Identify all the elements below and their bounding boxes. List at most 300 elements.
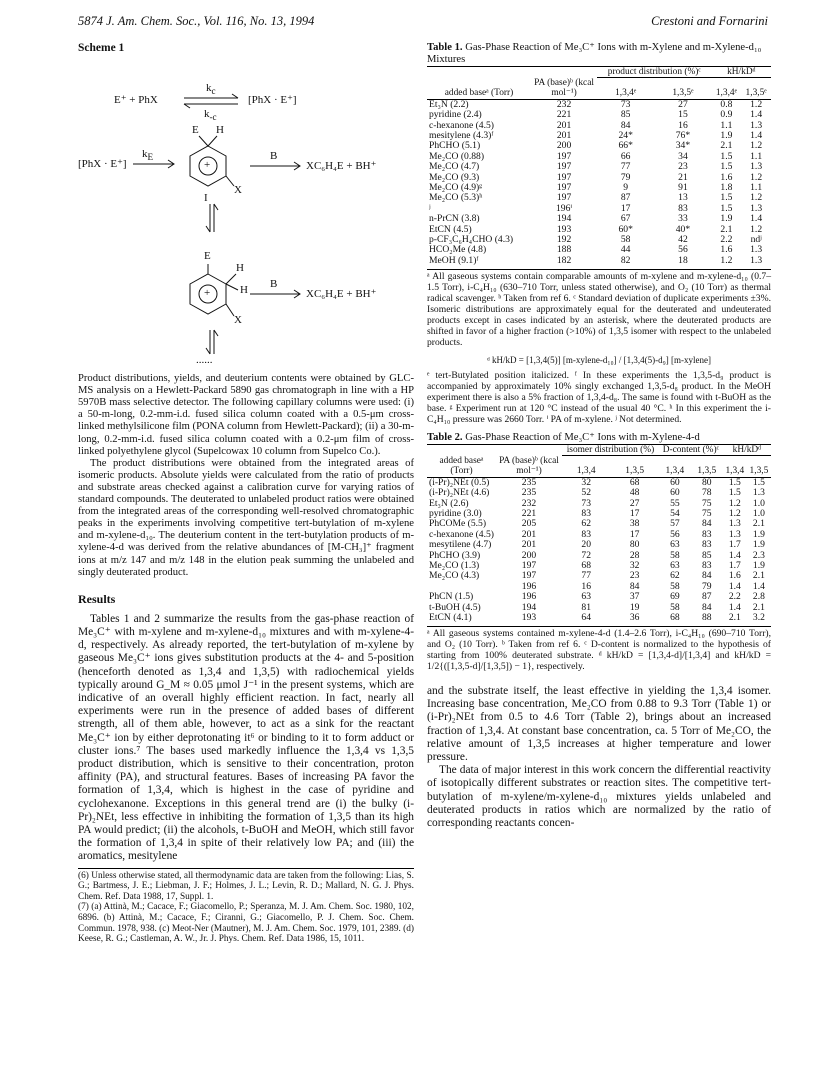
kc-label <box>206 82 216 97</box>
table1-cell: 0.8 <box>720 98 733 110</box>
eq1-right: [PhX · E⁺] <box>248 94 297 107</box>
table1-caption <box>427 42 771 66</box>
table2-cell: 23 <box>629 570 640 582</box>
right-paragraph-2: The data of major interest in this work concern the differential reactivity of isotopically different substrates or reaction sites. The competitive tert-butylation of m-xylene/m-xylene-d₁₀ mixtures yields unlabeled and deuterated products in ratios which are normalized by the ratio of corresponding reactants concen- <box>427 764 771 830</box>
table2-cell: 27 <box>629 497 640 509</box>
ring2-X: X <box>234 314 242 327</box>
table2-cell: 2.1 <box>728 612 741 623</box>
table2-cell: Et₃N (2.6) <box>429 497 469 509</box>
t1-h-135a: 1,3,5ᵉ <box>672 88 694 99</box>
scheme-1 <box>78 54 414 369</box>
table1-cell: 85 <box>620 109 631 121</box>
table1-cell: 66 <box>620 150 631 162</box>
table1-cell: 44 <box>620 244 631 256</box>
table2-row <box>427 603 771 613</box>
table1-cell: 34* <box>675 140 691 152</box>
t2-h-134a: 1,3,4 <box>576 466 596 477</box>
kc: k <box>206 82 212 95</box>
results-paragraph: Tables 1 and 2 summarize the results from the gas-phase reaction of Me₃C⁺ with m-xylene and m-xylene-d₁₀ mixtures and with m-xylene-4-d, respectively. As already reported, the tert-butylation of m-xylene by gaseous Me₃C⁺ ions gives substitution products at the 4- and 5-position (henceforth denoted as 1,3,4 and 1,3,5) with radiochemical yields typically around G_M ≈ 0.05 μmol J⁻¹ in the present systems, which are indicative of an overall highly efficient reaction. In fact, nearly all experiments were run in the presence of added bases of different strength, all of them able, however, to act as a sink for the reactant Me₃C⁺ ion by either deprotonating it⁶ or binding to it to form adduct or cluster ions.⁷ The bases used markedly influence the 1,3,4 vs 1,3,5 product distribution, which is sensitive to their concentration, proton affinity (PA), and structural features. Bases of increasing PA favor the formation of 1,3,4, which is highest in the case of pyridine and cyclohexanone. Exceptions in this general trend are (i) the bulky (i-Pr)₂NEt, less effective in inhibiting the formation of 1,3,5 than its high PA would predict; (ii) the alcohols, t-BuOH and MeOH, which still favor the formation of 1,3,4 in spite of their relatively low PA; and (iii) the aromatics, mesitylene <box>78 612 414 863</box>
table2-cell: c-hexanone (4.5) <box>429 528 494 540</box>
kh-kd-formula: ᵈ kH/kD = [1,3,4(5)] [m-xylene-d₁₀] / [1,3,4(5)-d₉] [m-xylene] <box>487 354 711 365</box>
product-1: XC₆H₄E + BH⁺ <box>306 160 377 173</box>
table2-cell: 1.4 <box>728 549 741 561</box>
header-authors: Crestoni and Fornarini <box>651 14 768 28</box>
table2-cell: 80 <box>702 476 712 488</box>
table2-cell: 1.4 <box>752 580 765 592</box>
table1-cell: 221 <box>556 109 572 121</box>
table2-cell: 58 <box>670 580 680 592</box>
table1-row <box>427 245 771 255</box>
table2-cell: 2.1 <box>752 601 765 613</box>
table1-cell: 1.3 <box>750 254 763 266</box>
scheme-title: Scheme 1 <box>78 42 125 54</box>
table2-cell: 84 <box>702 518 712 530</box>
table1-cell: 87 <box>620 192 631 204</box>
table1-cell: 197 <box>556 171 572 183</box>
table1-cell: 91 <box>678 181 688 193</box>
ring2-plus: + <box>204 287 211 300</box>
table1-cell: 84 <box>620 119 631 131</box>
k-c: k <box>204 108 210 121</box>
label-I: I <box>204 192 208 205</box>
table2-cell: 58 <box>670 549 680 561</box>
table1-body <box>427 99 771 266</box>
table2-cell: 17 <box>629 528 640 540</box>
table2-cell: 78 <box>702 487 712 499</box>
running-header <box>78 14 768 30</box>
ring1-X: X <box>234 184 242 197</box>
table2-row <box>427 540 771 550</box>
table2-note-a: ᵃ All gaseous systems contained m-xylene-4-d (1.4–2.6 Torr), i-C₄H₁₀ (690–710 Torr), and O₂ (10 Torr). ᵇ Taken from ref 6. ᶜ D-content is normalized to the hypothesis of starting from 100% deuterated substrate. ᵈ kH/kD = [1,3,4-d]/[1,3,4] and kH/kD = 1/2{([1,3,5-d]/[1,3,5]) − 1}, respectively. <box>427 628 771 673</box>
kE-sub: E <box>147 152 154 163</box>
table1-cell: 82 <box>620 254 631 266</box>
table1-cell: 42 <box>678 234 688 245</box>
table1-cell: 79 <box>620 171 631 183</box>
t2-h-135b: 1,3,5 <box>697 466 717 477</box>
table1-cell: 56 <box>678 244 688 256</box>
t2-h-134c: 1,3,4 <box>725 466 745 477</box>
table2-cell: 1.3 <box>728 518 741 530</box>
table1-cell: Me₂CO (5.3)ʰ <box>429 192 483 204</box>
table2-row <box>427 582 771 592</box>
table1-note-e: ᵉ tert-Butylated position italicized. ᶠ In these experiments the 1,3,5-d₉ product is accompanied by approximately 10% singly exchanged 1,3,5-d₈ product. In the MeOH experiment there is also a 5% fraction of 1,3,4-d₈. The same is found with t-BuOH as the base. ᵍ Experiment run at 120 °C instead of the usual 40 °C. ʰ In this experiment the i-C₄H₁₀ pressure was 2660 Torr. ⁱ PA of m-xylene. ʲ Not determined. <box>427 370 771 426</box>
table1-cell: 27 <box>678 98 688 110</box>
table1-cell: 1.4 <box>750 213 763 225</box>
table1-cell: 1.9 <box>720 213 733 225</box>
table1-cell: 1.1 <box>750 181 763 193</box>
table2-cell: PhCN (1.5) <box>429 591 474 603</box>
t2-h-empty2 <box>496 445 562 456</box>
table2-cell: 1.4 <box>728 580 741 592</box>
footnotes <box>78 868 414 945</box>
table1-cell: 1.3 <box>750 244 763 256</box>
table2-cell: 232 <box>521 497 537 509</box>
ring1-plus: + <box>204 159 211 172</box>
table2-cell: 83 <box>702 539 712 551</box>
t2-h-isomer: isomer distribution (%) <box>562 445 659 456</box>
table2-cell: 20 <box>581 539 592 551</box>
table1-cell: 1.2 <box>720 254 733 266</box>
table2-cell: 54 <box>670 507 680 519</box>
table1-cell: 73 <box>620 98 631 110</box>
table2-cell: 52 <box>581 487 592 499</box>
table2-cell: 72 <box>581 549 592 561</box>
table1-cell: ʲ <box>429 202 431 214</box>
table2-cell: 84 <box>629 580 640 592</box>
table2-row <box>427 613 771 623</box>
methods-paragraph-1: Product distributions, yields, and deuterium contents were obtained by GLC-MS analysis on a Hewlett-Packard 5890 gas chromatograph in line with a HP 5970B mass selective detector. The following capillary columns were used: (i) a 50-m-long, 0.2-mm-i.d. fused silica column coated with a 0.5-μm cross-linked methylsilicone film (PONA column from Hewlett-Packard); (ii) a 30-m-long, 0.2-mm-i.d. fused silica column coated with a 0.2-μm film of cross-linked polyethylene glycol (Supelcowax 10 column from Supelco Co.). <box>78 373 414 457</box>
table2-cell: 63 <box>670 539 680 551</box>
table2-cell: 84 <box>702 601 712 613</box>
table1-cell: 193 <box>556 223 572 235</box>
ring2-H1: H <box>236 262 244 275</box>
table2-cell: 84 <box>702 570 712 582</box>
table1-cell: 197 <box>556 181 572 193</box>
table2-cell: 1.7 <box>728 539 741 551</box>
table1-cell: 17 <box>620 202 631 214</box>
table2-body <box>427 477 771 623</box>
table2-cell: t-BuOH (4.5) <box>429 601 481 613</box>
ring2-H2: H <box>240 284 248 297</box>
table1-cell: Et₃N (2.2) <box>429 98 469 110</box>
table1-cell: 83 <box>678 202 688 214</box>
table2-cell: mesytilene (4.7) <box>429 539 492 551</box>
table2-cell: 83 <box>581 507 592 519</box>
table2-cell: 32 <box>629 559 640 571</box>
table2-cell: 2.1 <box>752 518 765 530</box>
table1-cell: 0.9 <box>720 109 733 121</box>
table2-cell: 1.6 <box>728 570 741 582</box>
table2-cell: 17 <box>629 507 640 519</box>
t2-h-pa: PA (base)ᵇ (kcal mol⁻¹) <box>499 455 559 477</box>
table2-cell: 58 <box>670 601 680 613</box>
kc-sub: c <box>211 86 216 97</box>
t2-h-added: added baseᵃ (Torr) <box>439 455 484 477</box>
t2-h-dcontent: D-content (%)ᶜ <box>659 445 723 456</box>
table2-cell: 62 <box>670 570 680 582</box>
table-2 <box>427 444 771 623</box>
table2-cell: 205 <box>521 518 537 530</box>
table2-cell: PhCHO (3.9) <box>429 549 481 561</box>
k-c-sub: -c <box>209 112 217 123</box>
table1-cell: 1.2 <box>750 140 763 152</box>
table2-cell: 83 <box>702 528 712 540</box>
table1-cell: 15 <box>678 109 688 121</box>
t1-h-134b: 1,3,4ᵉ <box>715 88 737 99</box>
table2-row <box>427 488 771 498</box>
table2-cell: 63 <box>581 591 592 603</box>
t1-h-kh: kH/kDᵈ <box>712 67 771 78</box>
table1-cell: 2.1 <box>720 223 733 235</box>
table2-cell: 60 <box>670 476 680 488</box>
table2-caption <box>427 432 771 444</box>
table1-cell: 182 <box>556 254 572 266</box>
table1-cell: n-PrCN (3.8) <box>429 213 480 225</box>
table1-cell: Me₂CO (0.88) <box>429 150 485 162</box>
table2-caption-label: Table 2. <box>427 432 463 443</box>
table1-cell: 1.6 <box>720 244 733 256</box>
table2-cell: 64 <box>581 612 592 623</box>
table1-cell: Me₂CO (4.7) <box>429 161 480 173</box>
table1-cell: 13 <box>678 192 688 204</box>
table2-cell: 1.4 <box>728 601 741 613</box>
t1-h-empty1 <box>427 67 531 78</box>
table1-cell: 1.2 <box>750 223 763 235</box>
table2-cell: 38 <box>629 518 640 530</box>
table2-cell: 1.9 <box>752 559 765 571</box>
table1-cell: 2.1 <box>720 140 733 152</box>
table1-cell: 197 <box>556 150 572 162</box>
table1-cell: 60* <box>618 223 633 235</box>
table2-cell: 83 <box>702 559 712 571</box>
table1-cell: 1.5 <box>720 202 733 214</box>
table1-cell: 1.6 <box>720 171 733 183</box>
table2-cell: 37 <box>629 591 640 603</box>
table1-cell: 201 <box>556 129 572 141</box>
table1-cell: 1.9 <box>720 129 733 141</box>
table2-cell: 80 <box>629 539 640 551</box>
t2-h-135c: 1,3,5 <box>749 466 769 477</box>
table1-cell: 58 <box>620 234 631 245</box>
table1-cell: pyridine (2.4) <box>429 109 482 121</box>
table2-cell: 77 <box>581 570 592 582</box>
table2-cell: 1.0 <box>752 507 765 519</box>
table2-cell: 2.3 <box>752 549 765 561</box>
table1-row <box>427 162 771 172</box>
table1-cell: 33 <box>678 213 688 225</box>
table1-cell: 1.1 <box>750 150 763 162</box>
table2-cell: 193 <box>521 612 537 623</box>
ring1-E: E <box>192 124 199 137</box>
table2-cell: 235 <box>521 476 537 488</box>
ring2-E: E <box>204 250 211 263</box>
table2-cell: 1.9 <box>752 528 765 540</box>
table1-row <box>427 214 771 224</box>
table1-cell: 1.8 <box>720 181 733 193</box>
table2-cell: 48 <box>629 487 640 499</box>
table2-cell: pyridine (3.0) <box>429 507 482 519</box>
table1-cell: ndʲ <box>750 234 762 245</box>
table2-notes <box>427 626 771 673</box>
table1-cell: 16 <box>678 119 688 131</box>
table2-cell: 60 <box>670 487 680 499</box>
table-1 <box>427 66 771 266</box>
t1-h-added: added baseᵃ (Torr) <box>444 88 514 99</box>
table2-cell: 201 <box>521 528 537 540</box>
table1-cell: 201 <box>556 119 572 131</box>
table2-cell: (i-Pr)₂NEt (4.6) <box>429 487 490 499</box>
results-heading: Results <box>78 591 116 606</box>
table2-cell: 63 <box>670 559 680 571</box>
table1-note-a: ᵃ All gaseous systems contain comparable amounts of m-xylene and m-xylene-d₁₀ (0.7–1.5 Torr), i-C₄H₁₀ (630–710 Torr, unless stated otherwise), and O₂ (10 Torr) as thermal radical scavenger. ᵇ Taken from ref 6. ᶜ Standard deviation of duplicate experiments ±3%. Isomeric distributions are approximately equal for the deuterated and undeuterated products except in cases indicated by an asterisk, where the deuterated products are shifted in favor of a higher fraction (>10%) of 1,3,5 isomer with respect to the unlabeled products. <box>427 271 771 348</box>
t1-h-135b: 1,3,5ᵉ <box>745 88 767 99</box>
table1-cell: 9 <box>623 181 629 193</box>
table2-cell: PhCOMe (5.5) <box>429 518 487 530</box>
right-column <box>427 42 771 830</box>
table2-cell: 69 <box>670 591 680 603</box>
table1-cell: 1.2 <box>750 171 763 183</box>
table2-cell: 1.2 <box>728 507 741 519</box>
table2-cell: 194 <box>521 601 537 613</box>
table1-cell: 2.2 <box>720 234 733 245</box>
table2-cell: 2.8 <box>752 591 765 603</box>
table1-cell: PhCHO (5.1) <box>429 140 481 152</box>
table2-cell: 75 <box>702 507 712 519</box>
footnote-6: (6) Unless otherwise stated, all thermodynamic data are taken from the following: Lias, S. G.; Bartmess, J. E.; Liebman, J. F.; Holmes, J. L.; Levin, R. D.; Mallard, N. G. J. Phys. Chem. Ref. Data 1988, 17, Suppl. 1. <box>78 870 414 902</box>
table1-cell: 1.1 <box>720 119 733 131</box>
table2-cell: 3.2 <box>752 612 765 623</box>
table2-cell: 201 <box>521 539 537 551</box>
table2-cell: 1.3 <box>752 487 765 499</box>
t1-h-empty2 <box>531 67 597 78</box>
table1-cell: 1.3 <box>750 119 763 131</box>
t2-h-134b: 1,3,4 <box>665 466 685 477</box>
table1-row <box>427 110 771 120</box>
table2-cell: 1.9 <box>752 539 765 551</box>
table1-cell: 24* <box>618 129 633 141</box>
table2-cell: 196 <box>521 591 537 603</box>
table1-cell: 21 <box>678 171 688 183</box>
table1-cell: 197 <box>556 192 572 204</box>
table2-cell: 196 <box>521 580 537 592</box>
table2-cell: 68 <box>581 559 592 571</box>
product-2: XC₆H₄E + BH⁺ <box>306 288 377 301</box>
table2-cell: 1.5 <box>728 476 741 488</box>
table2-caption-text: Gas-Phase Reaction of Me₃C⁺ Ions with m-Xylene-4-d <box>465 432 700 443</box>
table2-cell: 1.3 <box>728 528 741 540</box>
table1-cell: HCO₂Me (4.8) <box>429 244 487 256</box>
table1-cell: 77 <box>620 161 631 173</box>
eq1-left: E⁺ + PhX <box>114 94 158 107</box>
table1-caption-text: Gas-Phase Reaction of Me₃C⁺ Ions with m-Xylene and m-Xylene-d₁₀ Mixtures <box>427 42 762 65</box>
table2-cell: 1.7 <box>728 559 741 571</box>
table1-cell: 232 <box>556 98 572 110</box>
table2-cell: 56 <box>670 528 680 540</box>
table1-cell: 66* <box>618 140 633 152</box>
table1-cell: 192 <box>556 234 572 245</box>
table2-cell: 81 <box>581 601 592 613</box>
scheme-dots: ...... <box>196 354 213 367</box>
table1-cell: 1.4 <box>750 129 763 141</box>
table2-cell: 83 <box>581 528 592 540</box>
table2-cell: 36 <box>629 612 640 623</box>
table1-cell: MeOH (9.1)ᶠ <box>429 254 479 266</box>
table1-caption-label: Table 1. <box>427 42 463 53</box>
kE-label <box>142 148 153 163</box>
table1-cell: mesitylene (4.3)ᶠ <box>429 129 494 141</box>
table2-cell: 85 <box>702 549 712 561</box>
left-column <box>78 42 414 945</box>
table2-cell: 55 <box>670 497 680 509</box>
table1-cell: 40* <box>675 223 691 235</box>
table2-cell: 1.0 <box>752 497 765 509</box>
table2-cell: 87 <box>702 591 712 603</box>
table1-notes <box>427 269 771 426</box>
table1-cell: 23 <box>678 161 688 173</box>
footnote-7: (7) (a) Attinà, M.; Cacace, F.; Giacomello, P.; Speranza, M. J. Am. Chem. Soc. 1980, 102, 6896. (b) Attinà, M.; Cacace, F.; Ciranni, G.; Giacomello, P. J. Chem. Soc. Chem. Commun. 1978, 938. (c) Meot-Ner (Mautner), M. J. Am. Chem. Soc. 1979, 101, 2389. (d) Keese, R. G.; Castleman, A. W., Jr. J. Phys. Chem. Ref. Data 1986, 15, 1011. <box>78 902 414 945</box>
table1-cell: EtCN (4.5) <box>429 223 472 235</box>
table1-cell: p-CF₃C₆H₄CHO (4.3) <box>429 234 514 245</box>
table2-cell: 57 <box>670 518 680 530</box>
t2-h-kh: kH/kDᵈ <box>723 445 771 456</box>
table1-cell: 1.4 <box>750 109 763 121</box>
arrow1-B: B <box>270 150 278 163</box>
table1-cell: Me₂CO (4.9)ᵍ <box>429 181 483 193</box>
table1-row <box>427 256 771 266</box>
table2-cell: 88 <box>702 612 712 623</box>
table2-cell: 1.2 <box>728 497 741 509</box>
table2-cell: 221 <box>521 507 537 519</box>
table1-cell: 1.5 <box>720 161 733 173</box>
table2-cell: 1.5 <box>752 476 765 488</box>
t1-h-product: product distribution (%)ᶜ <box>597 67 712 78</box>
table2-cell: 235 <box>521 487 537 499</box>
table2-cell: 2.1 <box>752 570 765 582</box>
table2-cell: 197 <box>521 559 537 571</box>
table1-cell: 194 <box>556 213 572 225</box>
t1-h-134a: 1,3,4ᵉ <box>615 88 637 99</box>
table1-cell: 200 <box>556 140 572 152</box>
table2-cell: 73 <box>581 497 592 509</box>
arrow2-B: B <box>270 278 278 291</box>
table2-cell: 28 <box>629 549 640 561</box>
table2-cell: 68 <box>670 612 680 623</box>
table2-cell: 200 <box>521 549 537 561</box>
table1-cell: c-hexanone (4.5) <box>429 119 494 131</box>
table1-cell: 67 <box>620 213 631 225</box>
table2-cell: 1.5 <box>728 487 741 499</box>
k-c-label <box>204 108 217 123</box>
table2-cell: 62 <box>581 518 592 530</box>
table2-cell: Me₂CO (4.3) <box>429 570 480 582</box>
table2-cell: EtCN (4.1) <box>429 612 472 623</box>
table1-row <box>427 193 771 203</box>
table2-cell: (i-Pr)₂NEt (0.5) <box>429 476 490 488</box>
header-citation: 5874 J. Am. Chem. Soc., Vol. 116, No. 13, 1994 <box>78 14 315 28</box>
t1-h-pa: PA (base)ᵇ (kcal mol⁻¹) <box>534 77 594 99</box>
table1-cell: 1.2 <box>750 98 763 110</box>
t2-h-empty1 <box>427 445 496 456</box>
table2-cell: 32 <box>581 476 592 488</box>
table1-cell: 1.3 <box>750 202 763 214</box>
table1-cell: 34 <box>678 150 688 162</box>
table2-cell: 16 <box>581 580 592 592</box>
table2-cell: 2.2 <box>728 591 741 603</box>
table2-cell: 68 <box>629 476 640 488</box>
ring1-H: H <box>216 124 224 137</box>
table1-cell: 1.2 <box>750 192 763 204</box>
table1-cell: 197 <box>556 161 572 173</box>
table1-cell: Me₂CO (9.3) <box>429 171 480 183</box>
table1-cell: 18 <box>678 254 688 266</box>
table1-cell: 1.5 <box>720 192 733 204</box>
table2-cell: 75 <box>702 497 712 509</box>
table2-cell: Me₂CO (1.3) <box>429 559 480 571</box>
table2-row <box>427 571 771 581</box>
table1-cell: 1.3 <box>750 161 763 173</box>
table2-cell: 79 <box>702 580 712 592</box>
table1-cell: 1.5 <box>720 150 733 162</box>
kE: k <box>142 148 148 161</box>
right-paragraph-1: and the substrate itself, the least effective in yielding the 1,3,4 isomer. Increasing base concentration, Me₂CO from 0.88 to 9.3 Torr (Table 1) or (i-Pr)₂NEt from 0.5 to 4.6 Torr (Table 2), brings about an increased fraction of 1,3,4. At constant base concentration, ca. 5 Torr of Me₂CO, the relative amount of 1,3,5 increases at higher temperature and lower pressure. <box>427 685 771 764</box>
methods-paragraph-2: The product distributions were obtained from the integrated areas of isomeric products. Absolute yields were calculated from the ratio of products and substrate areas checked against a calibration curve for varying ratios of standard compounds. The deuterated to unlabeled product ratios were obtained from the integrated areas of the corresponding well-resolved chromatographic peaks in the experiments involving competitive tert-butylation of m-xylene and m-xylene-d₁₀. The deuterium content in the tert-butylation products of m-xylene-4-d was derived from the relative abundances of [M-CH₃]⁺ fragment ions at m/z 147 and m/z 148 in the elution peak summing the unlabeled and singly deuterated product. <box>78 457 414 578</box>
t2-h-135a: 1,3,5 <box>625 466 645 477</box>
table1-cell: 196ⁱ <box>555 202 573 214</box>
table1-cell: 188 <box>556 244 572 256</box>
table1-cell: 76* <box>675 129 691 141</box>
complex-label: [PhX · E⁺] <box>78 158 127 171</box>
table2-cell: 19 <box>629 601 640 613</box>
